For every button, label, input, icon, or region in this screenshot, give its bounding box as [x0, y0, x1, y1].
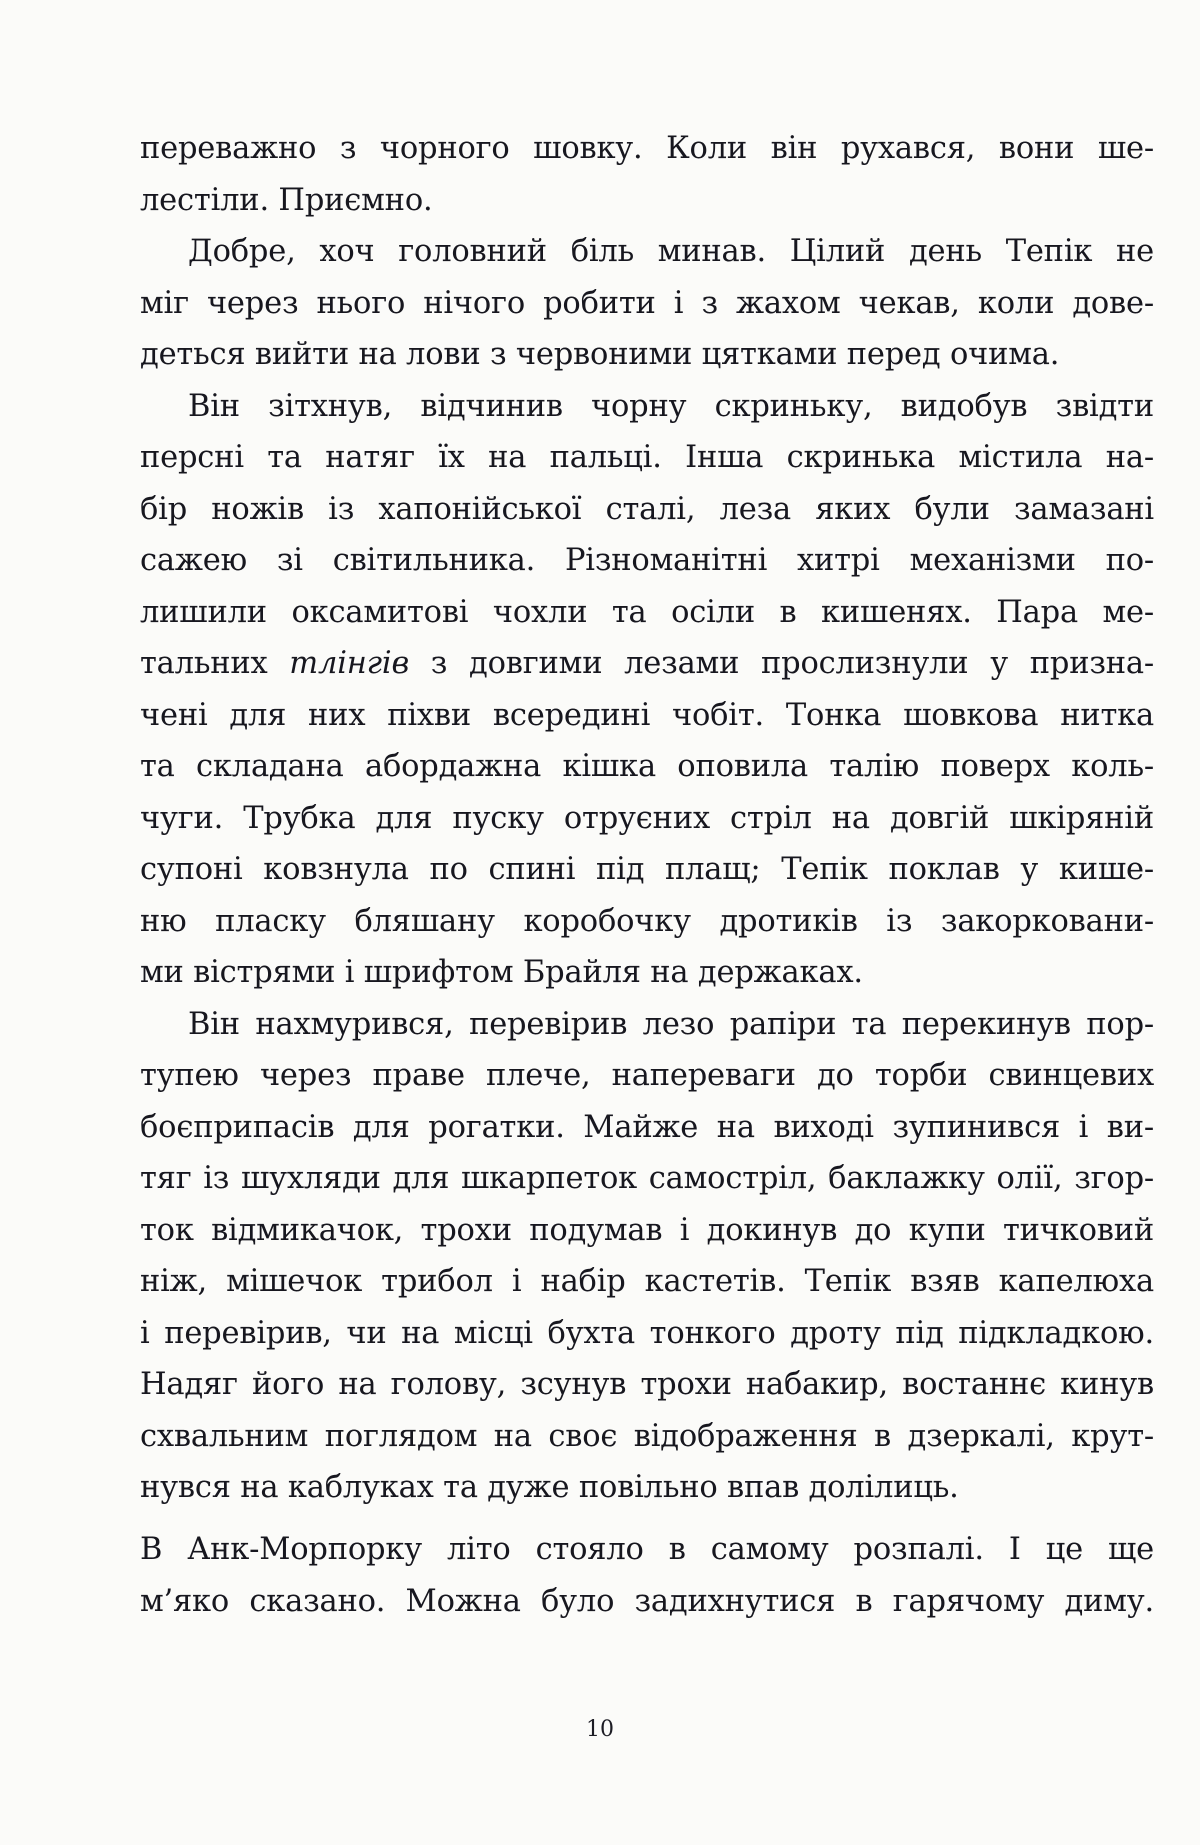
text-line: тупею через праве плече, напереваги до торби свинцевих [140, 1058, 1154, 1093]
text-line: тяг із шухляди для шкарпеток самостріл, баклажку олії, згор- [140, 1161, 1154, 1196]
italic-term: тлінгів [289, 646, 410, 681]
text-line: персні та натяг їх на пальці. Інша скринька містила на- [140, 440, 1154, 475]
text-line: переважно з чорного шовку. Коли він рухався, вони ше- [140, 131, 1154, 166]
text-line: ніж, мішечок трибол і набір кастетів. Тепік взяв капелюха [140, 1264, 1154, 1299]
text-line: лестіли. Приємно. [140, 182, 433, 218]
text-line: ток відмикачок, трохи подумав і докинув до купи тичковий [140, 1212, 1154, 1248]
text-line: Він нахмурився, перевірив лезо рапіри та перекинув пор- [188, 1006, 1154, 1042]
closing-paragraph [140, 1524, 1154, 1627]
main-text [140, 123, 1154, 1514]
text-line: нувся на каблуках та дуже повільно впав долілиць. [140, 1470, 959, 1505]
text-line-tlingiv [140, 638, 1154, 690]
text-line: Добре, хоч головний біль минав. Цілий день Тепік не [188, 234, 1154, 269]
text-line: міг через нього нічого робити і з жахом чекав, коли дове- [140, 285, 1154, 321]
text-fragment: з довгими лезами прослизнули у призна- [409, 646, 1154, 681]
text-line: В Анк-Морпорку літо стояло в самому розпалі. І це ще [140, 1532, 1154, 1567]
text-line: схвальним поглядом на своє відображення в дзеркалі, крут- [140, 1418, 1154, 1454]
text-line: супоні ковзнула по спині під плащ; Тепік поклав у кише- [140, 852, 1154, 887]
text-line: чуги. Трубка для пуску отруєних стріл на довгій шкіряній [140, 800, 1154, 836]
text-line: ню пласку бляшану коробочку дротиків із закорковани- [140, 903, 1154, 939]
text-line: чені для них піхви всередині чобіт. Тонка шовкова нитка [140, 697, 1154, 733]
text-line: сажею зі світильника. Різноманітні хитрі механізми по- [140, 543, 1154, 578]
text-line: та складана абордажна кішка оповила талію поверх коль- [140, 749, 1154, 784]
text-line: боєприпасів для рогатки. Майже на виході зупинився і ви- [140, 1109, 1154, 1145]
page-number: 10 [586, 1717, 614, 1742]
text-line: бір ножів із хапонійської сталі, леза яких були замазані [140, 491, 1154, 527]
text-line: Він зітхнув, відчинив чорну скриньку, видобув звідти [188, 388, 1154, 424]
text-line: лишили оксамитові чохли та осіли в кишенях. Пара ме- [140, 594, 1154, 630]
text-line: Надяг його на голову, зсунув трохи набакир, востаннє кинув [140, 1367, 1154, 1402]
text-fragment: тальних [140, 646, 290, 681]
text-line: і перевірив, чи на місці бухта тонкого дроту під підкладкою. [140, 1315, 1154, 1351]
text-line: деться вийти на лови з червоними цятками перед очима. [140, 337, 1060, 372]
text-line: ми вістрями і шрифтом Брайля на держаках. [140, 955, 863, 990]
text-line: м’яко сказано. Можна було задихнутися в гарячому диму. [140, 1583, 1154, 1619]
